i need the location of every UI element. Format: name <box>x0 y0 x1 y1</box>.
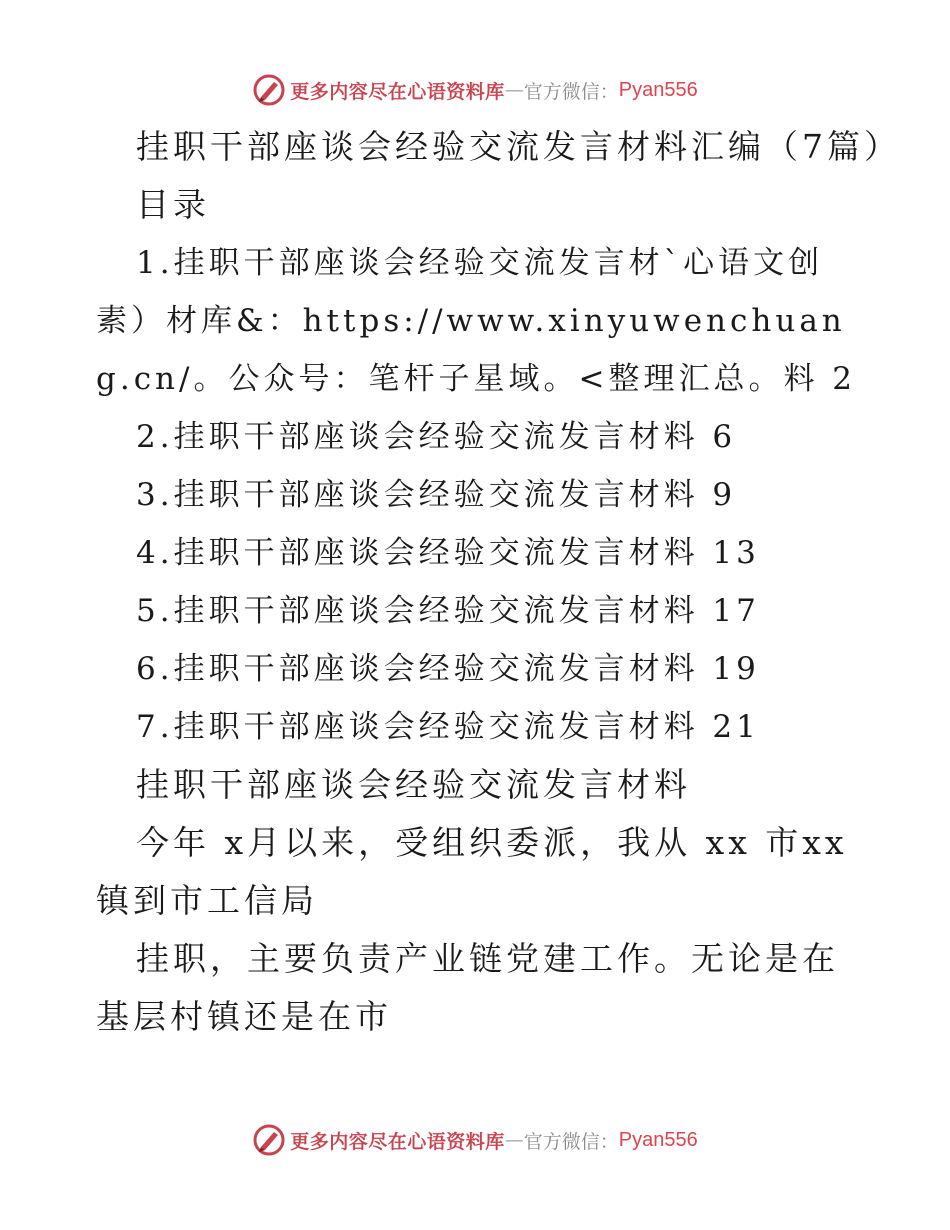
toc-item-2[interactable]: 2.挂职干部座谈会经验交流发言材料 6 <box>136 419 737 455</box>
watermark-wechat-label: 官方微信： <box>523 80 619 103</box>
toc-item-3[interactable]: 3.挂职干部座谈会经验交流发言材料 9 <box>136 477 737 513</box>
pen-logo-icon <box>252 1123 286 1157</box>
watermark-wechat-id: Pyan556 <box>618 78 698 101</box>
toc-item-6[interactable]: 6.挂职干部座谈会经验交流发言材料 19 <box>136 651 760 687</box>
watermark-separator: — <box>504 1129 524 1151</box>
toc-item-4[interactable]: 4.挂职干部座谈会经验交流发言材料 13 <box>136 535 760 571</box>
document-body <box>96 118 901 1046</box>
toc-item-7[interactable]: 7.挂职干部座谈会经验交流发言材料 21 <box>136 709 760 745</box>
paragraph-1: 今年 x月以来，受组织委派，我从 xx 市xx 镇到市工信局 <box>96 823 848 920</box>
watermark-wechat-id: Pyan556 <box>618 1128 698 1151</box>
watermark-site: 更多内容尽在心语资料库 <box>290 80 505 103</box>
watermark-footer <box>0 1120 950 1160</box>
table-of-contents <box>96 234 866 756</box>
watermark-separator: — <box>504 79 524 101</box>
toc-item-1[interactable]: 1.挂职干部座谈会经验交流发言材`心语文创素）材库&：https://www.xinyuwenchuang.cn/。公众号：笔杆子星域。<整理汇总。料 2 <box>96 245 857 397</box>
watermark-wechat-label: 官方微信： <box>523 1130 619 1153</box>
pen-logo-icon <box>252 73 286 107</box>
watermark-site: 更多内容尽在心语资料库 <box>290 1130 505 1153</box>
toc-item-5[interactable]: 5.挂职干部座谈会经验交流发言材料 17 <box>136 593 760 629</box>
toc-heading: 目录 <box>136 185 210 224</box>
document-title: 挂职干部座谈会经验交流发言材料汇编（7篇） <box>136 127 901 166</box>
watermark-header <box>0 70 950 110</box>
section-title: 挂职干部座谈会经验交流发言材料 <box>136 765 691 804</box>
paragraph-2: 挂职，主要负责产业链党建工作。无论是在基层村镇还是在市 <box>96 939 839 1036</box>
